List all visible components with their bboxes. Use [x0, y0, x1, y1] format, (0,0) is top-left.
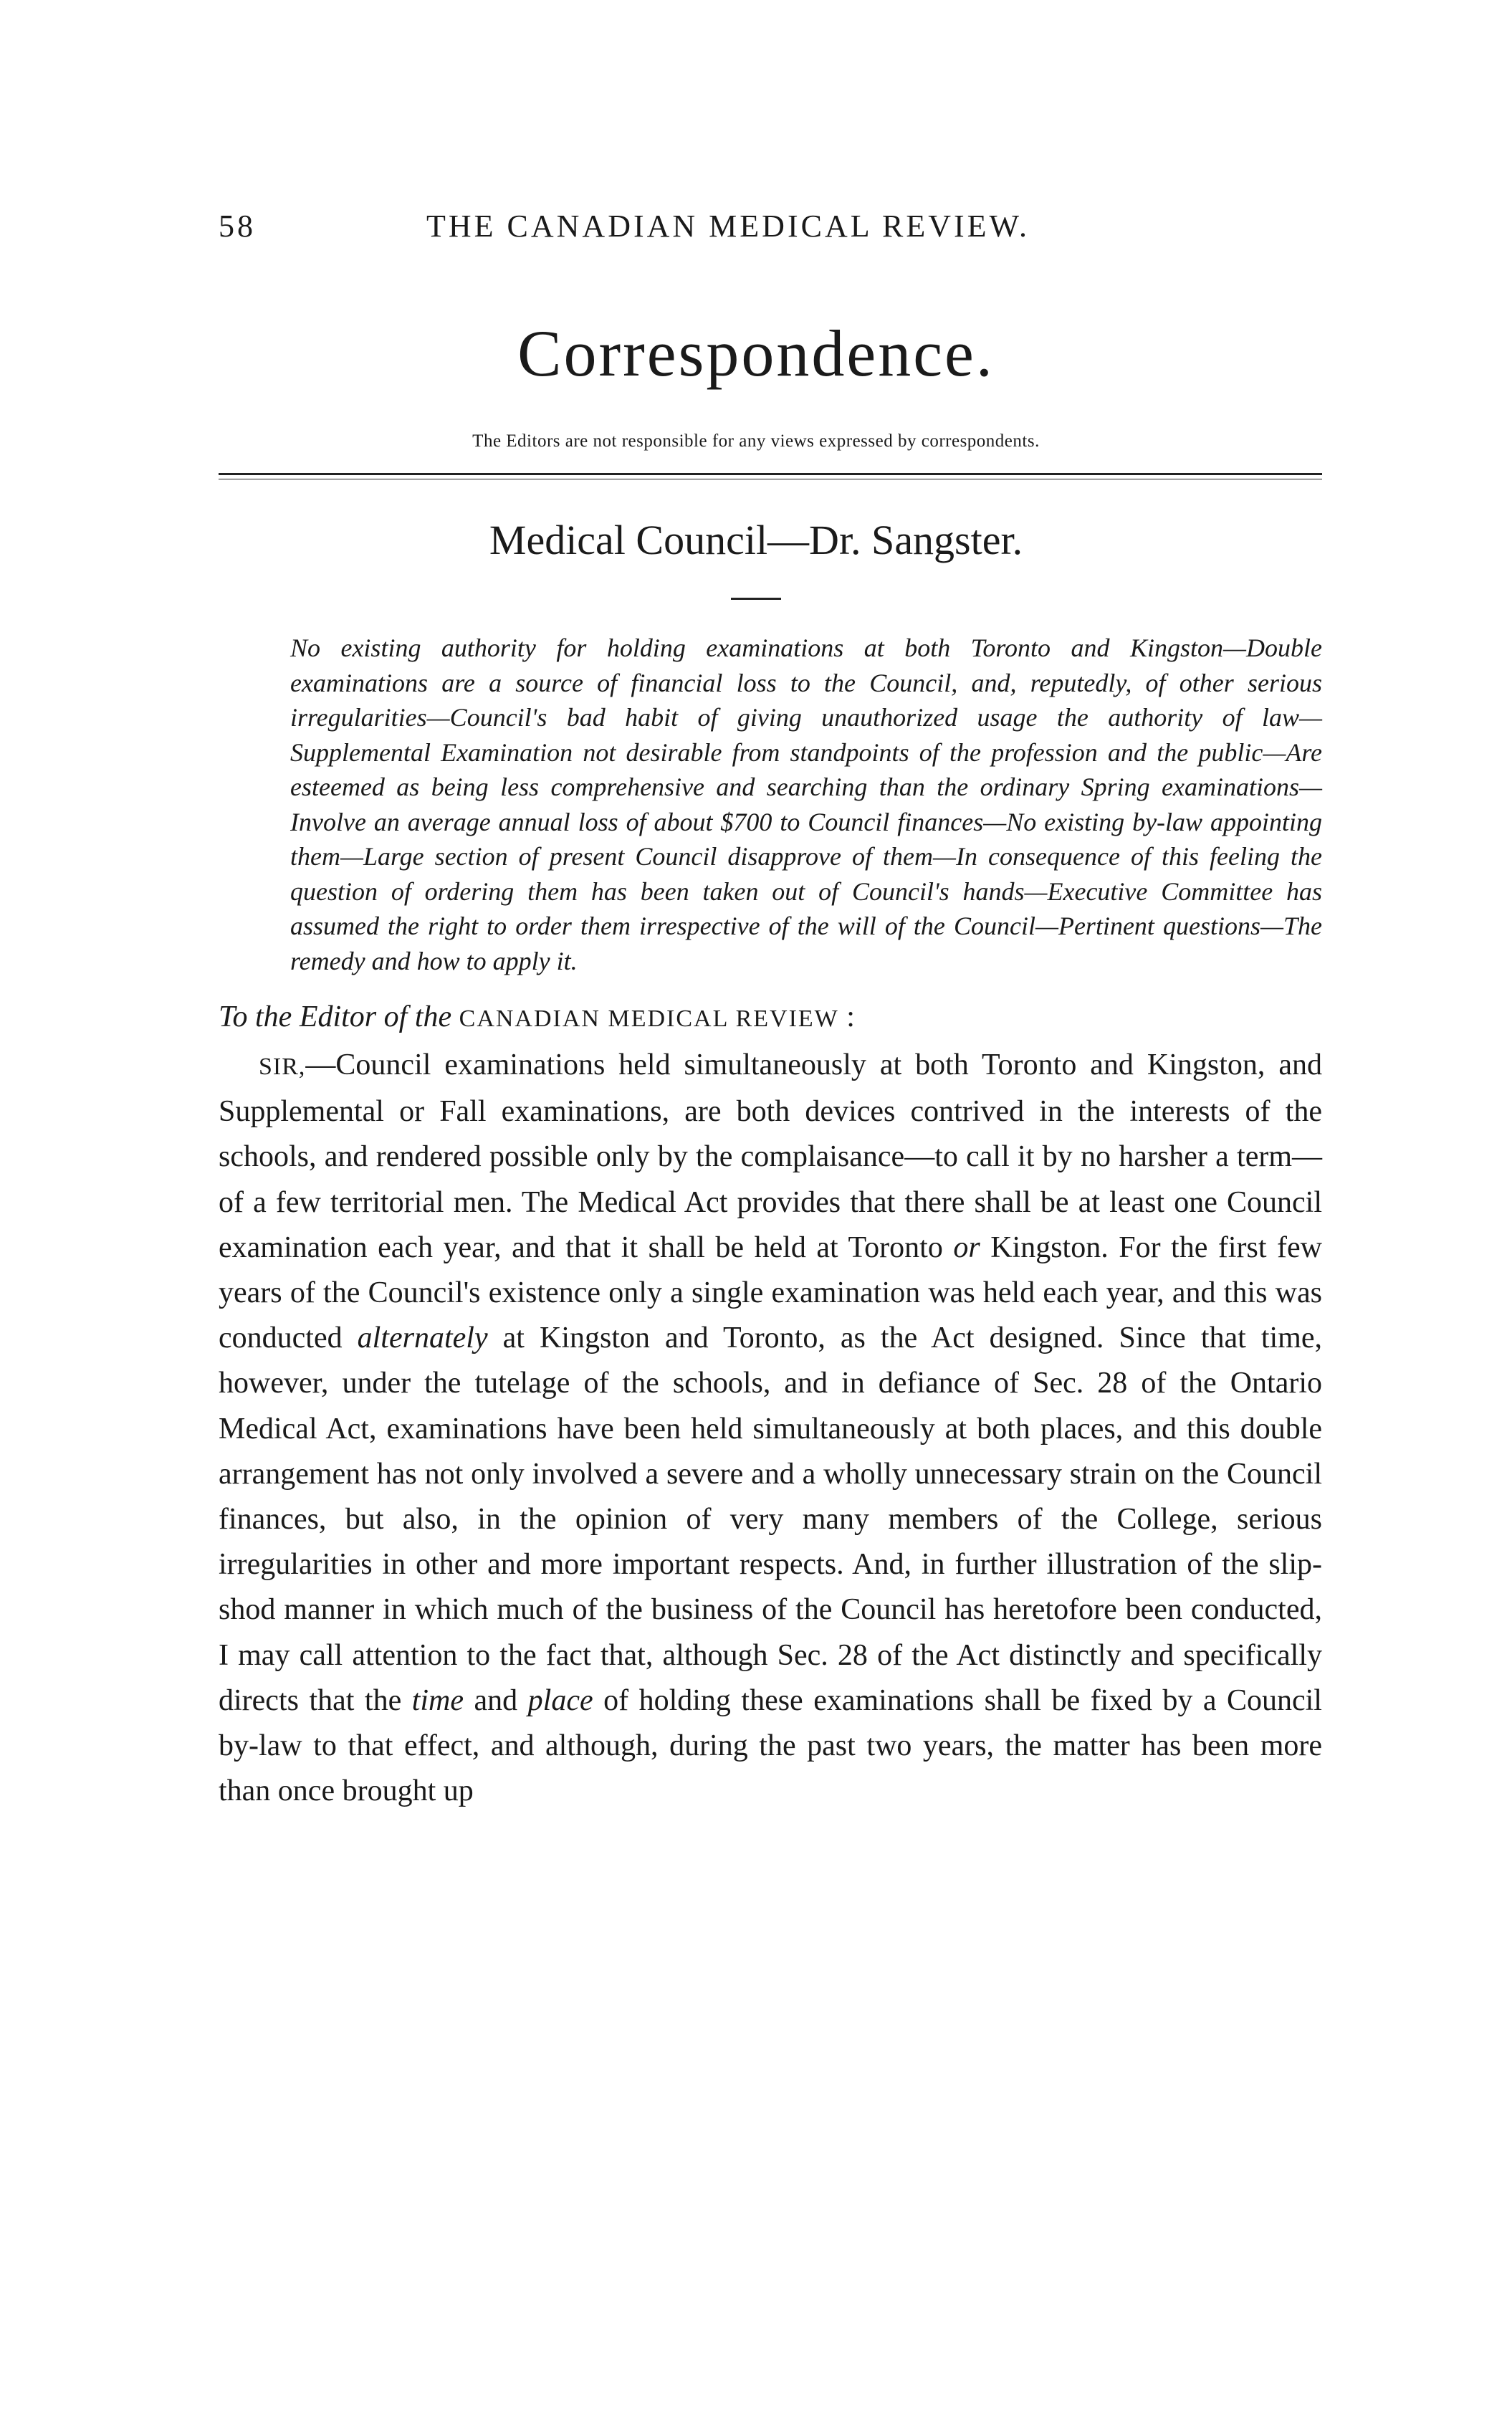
paragraph-text: of holding these examinations shall be fixed by a Council by-law to that effect, and although, during the past two years, the matter has been more than once brought up — [219, 1683, 1322, 1808]
letter-salutation — [219, 1000, 1322, 1034]
emphasis-place: place — [527, 1683, 593, 1717]
emphasis-time: time — [411, 1683, 464, 1717]
paragraph-text: —Council examinations held simultaneously at both Toronto and Kingston, and Supplemental or Fall examinations, are both devices contrived in the interests of the schools, and rendered possible only by the complaisance—to call it by no harsher a term—of a few territorial men. The Medical Act provides that there shall be at least one Council examination each year, and that it shall be held at Toronto — [219, 1048, 1322, 1264]
journal-title: THE CANADIAN MEDICAL REVIEW. — [426, 209, 1030, 244]
salutation-prefix: To the Editor of the — [219, 1000, 452, 1033]
paragraph-text: and — [464, 1683, 528, 1717]
editor-disclaimer: The Editors are not responsible for any views expressed by correspondents. — [472, 431, 1040, 451]
emphasis-or: or — [953, 1230, 980, 1264]
article-summary: No existing authority for holding examinations at both Toronto and Kingston—Double examinations are a source of financial loss to the Council, and, reputedly, of other serious irregularities—Council's bad habit of giving unauthorized usage the authority of law—Supplemental Examination not desirable from standpoints of the profession and the public—Are esteemed as being less comprehensive and searching than the ordinary Spring examinations—Involve an average annual loss of about $700 to Council finances—No existing by-law appointing them—Large section of present Council disapprove of them—In consequence of this feeling the question of ordering them has been taken out of Council's hands—Executive Committee has assumed the right to order them irrespective of the will of the Council—Pertinent questions—The remedy and how to apply it. — [290, 634, 1322, 975]
short-rule-divider — [731, 598, 781, 600]
paragraph-text: at Kingston and Toronto, as the Act designed. Since that time, however, under the tutelage of the schools, and in defiance of Sec. 28 of the Ontario Medical Act, examinations have been held simultaneously at both places, and this double arrangement has not only involved a severe and a wholly unnecessary strain on the Council finances, but also, in the opinion of very many members of the College, serious irregularities in other and more important respects. And, in further illustration of the slip-shod manner in which much of the business of the Council has heretofore been conducted, I may call attention to the fact that, although Sec. 28 of the Act distinctly and specifically directs that the — [219, 1322, 1322, 1717]
double-rule-divider — [219, 473, 1322, 479]
paragraph-text: Kingston. For the first few years of the Council's existence only a single examination was held each year, and this was conducted — [219, 1230, 1322, 1355]
article-title: Medical Council—Dr. Sangster. — [489, 517, 1023, 563]
section-title: Correspondence. — [517, 317, 995, 390]
letter-body — [219, 1043, 1322, 1814]
salutation-journal: CANADIAN MEDICAL REVIEW — [459, 1005, 839, 1032]
salutation-suffix: : — [846, 1000, 855, 1033]
letter-paragraph — [219, 1043, 1322, 1814]
page-number: 58 — [219, 209, 256, 244]
emphasis-alternately: alternately — [357, 1322, 488, 1355]
letter-opening-sir: SIR, — [259, 1053, 306, 1080]
